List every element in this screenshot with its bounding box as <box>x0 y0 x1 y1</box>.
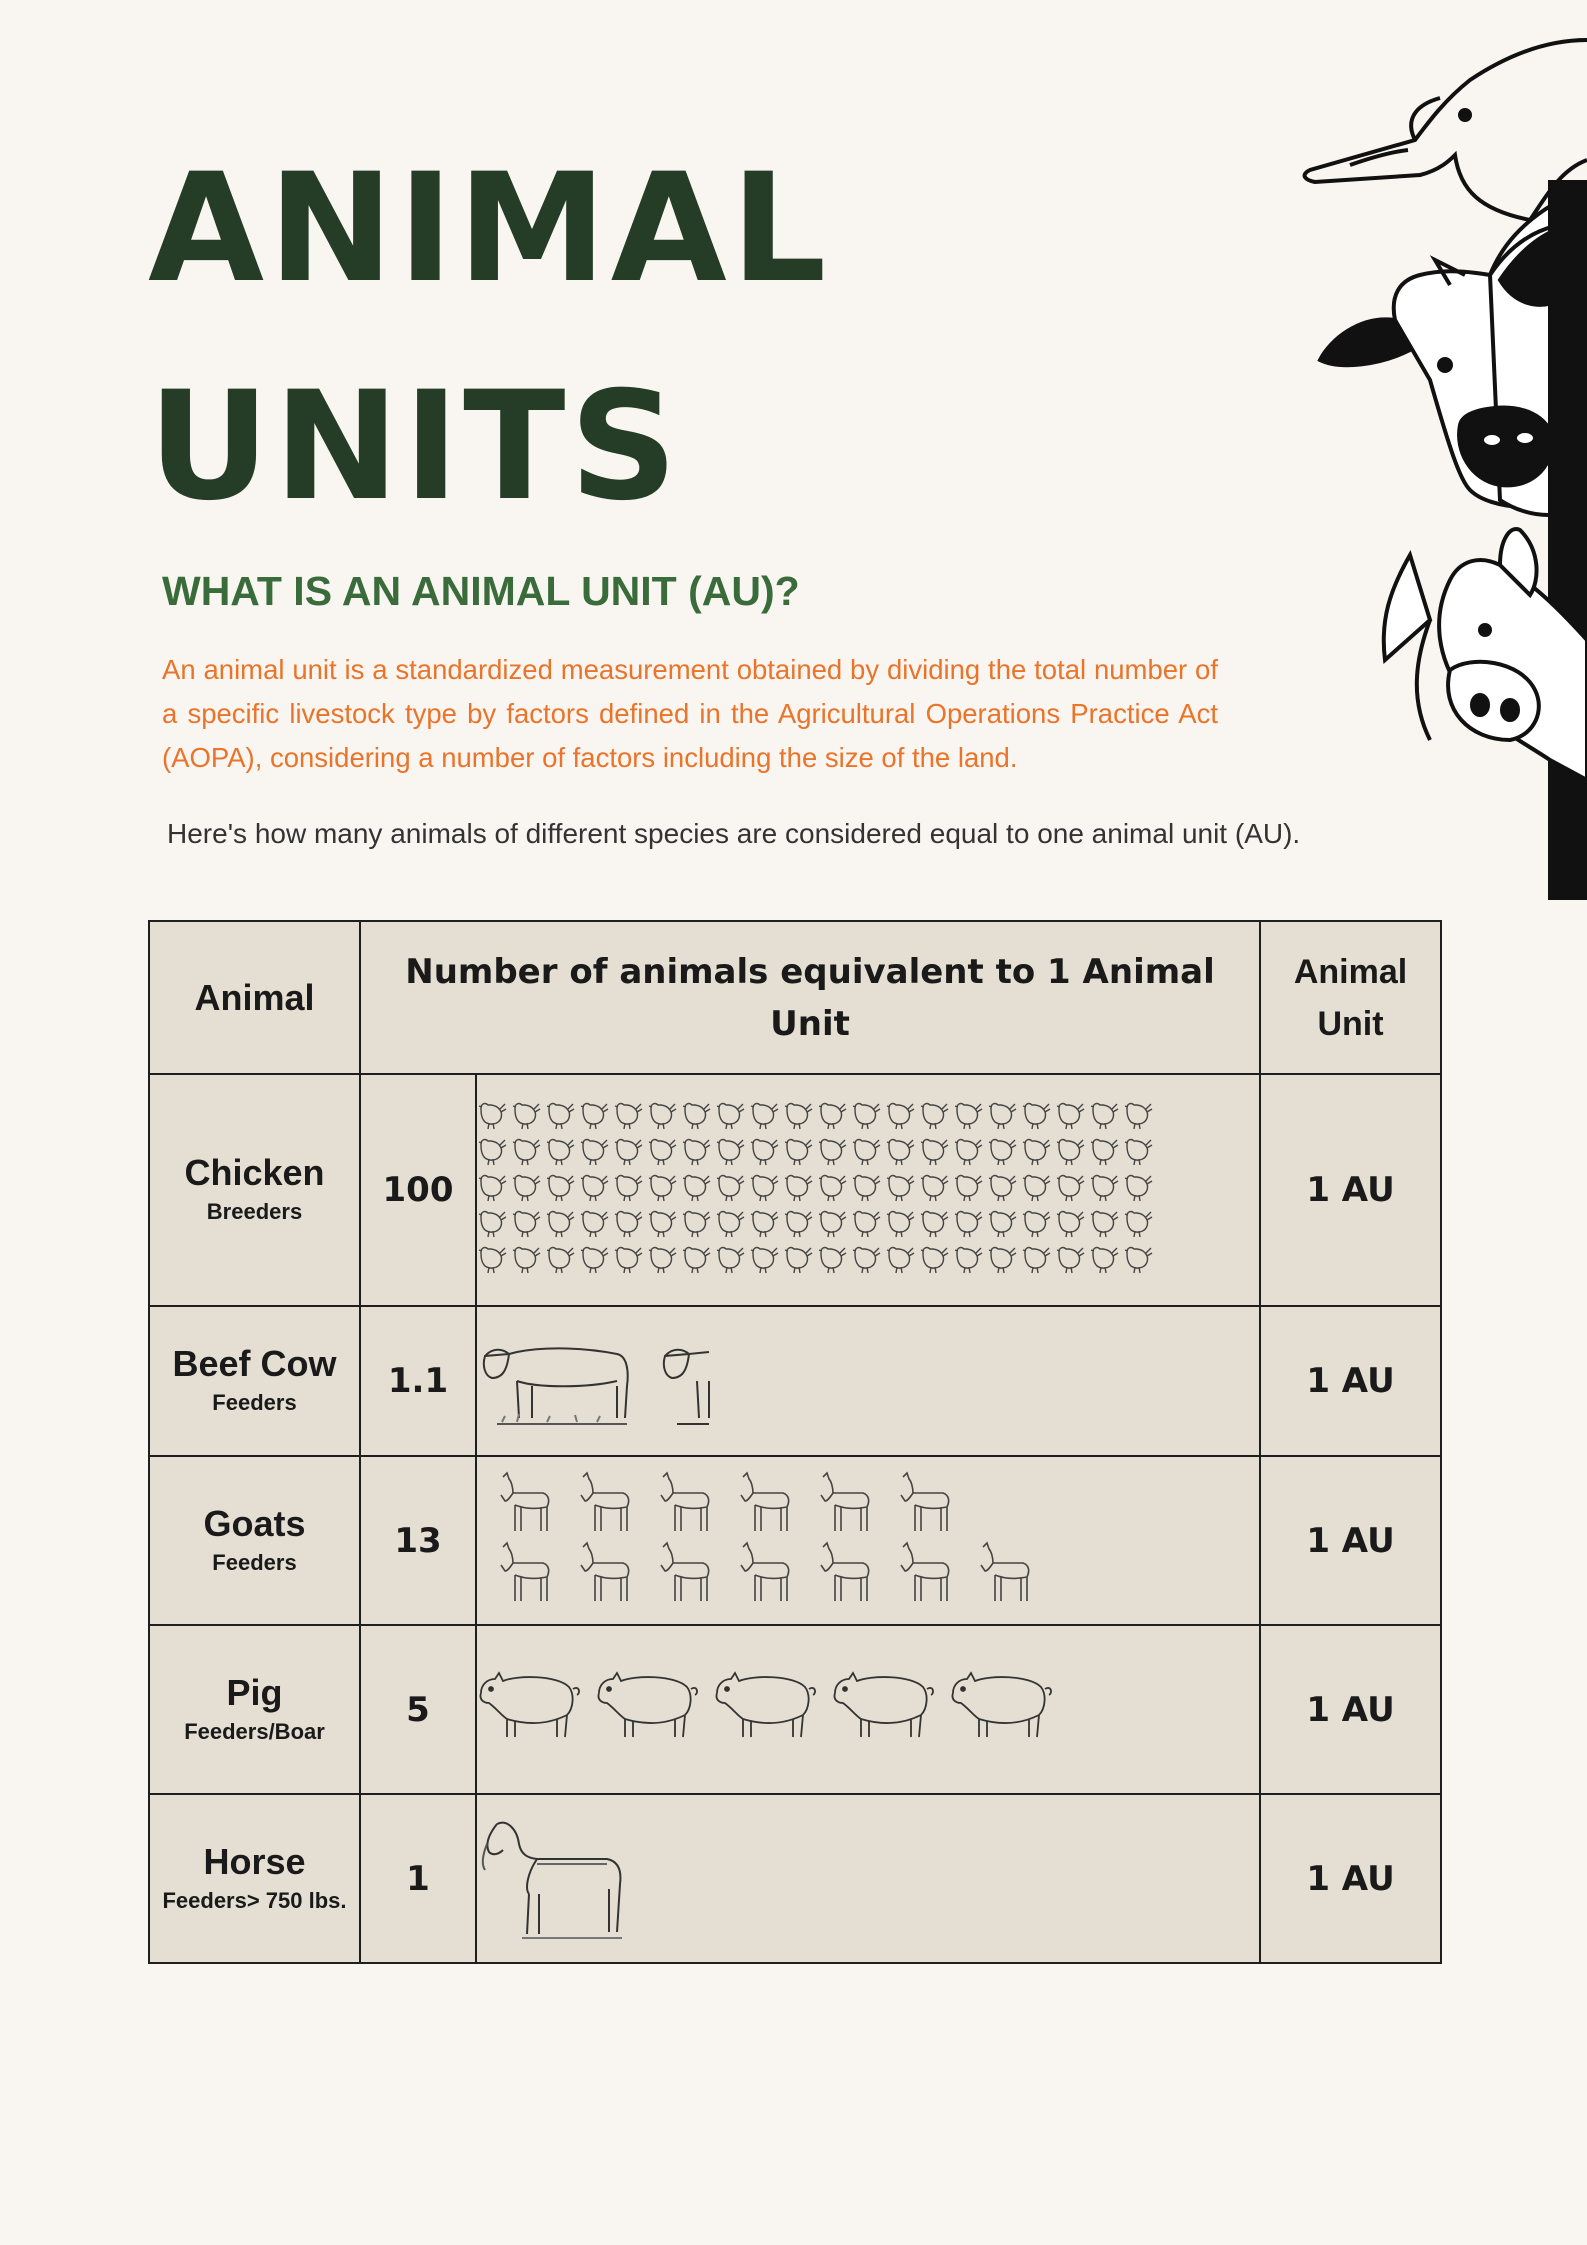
chicken-icon <box>513 1176 540 1201</box>
chicken-icon <box>955 1212 982 1237</box>
animal-cell <box>149 1306 360 1456</box>
chicken-icon <box>955 1248 982 1273</box>
duck-head-icon <box>1305 40 1587 225</box>
chicken-icon <box>1091 1248 1118 1273</box>
chicken-icon <box>513 1140 540 1165</box>
chicken-icon <box>547 1248 574 1273</box>
chicken-icon <box>887 1176 914 1201</box>
goat-icon-grid <box>495 1471 1055 1611</box>
goat-icon <box>821 1543 869 1601</box>
chicken-icon <box>1057 1104 1084 1129</box>
chicken-icon <box>1057 1176 1084 1201</box>
horse-icon <box>483 1822 622 1937</box>
icon-cell <box>476 1794 1260 1963</box>
chicken-icon <box>683 1176 710 1201</box>
chicken-icon <box>921 1212 948 1237</box>
chicken-icon <box>615 1140 642 1165</box>
chicken-icon <box>513 1212 540 1237</box>
chicken-icon <box>1125 1140 1152 1165</box>
chicken-icon <box>853 1176 880 1201</box>
chicken-icon <box>717 1104 744 1129</box>
chicken-icon <box>547 1176 574 1201</box>
goat-icon <box>661 1543 709 1601</box>
chicken-icon <box>1023 1176 1050 1201</box>
chicken-icon <box>989 1212 1016 1237</box>
chicken-icon <box>921 1176 948 1201</box>
chicken-icon <box>751 1104 778 1129</box>
chicken-icon <box>1023 1212 1050 1237</box>
chicken-icon <box>819 1140 846 1165</box>
animal-count: 100 <box>360 1074 476 1306</box>
goat-icon <box>821 1473 869 1531</box>
icon-cell <box>476 1456 1260 1625</box>
chicken-icon <box>615 1176 642 1201</box>
chicken-icon <box>819 1248 846 1273</box>
chicken-icon <box>683 1248 710 1273</box>
animal-name: Pig <box>226 1671 283 1713</box>
chicken-icon <box>615 1104 642 1129</box>
chicken-icon <box>1023 1248 1050 1273</box>
chicken-icon <box>581 1104 608 1129</box>
chicken-icon <box>751 1248 778 1273</box>
animal-name: Horse <box>203 1840 306 1882</box>
chicken-icon <box>819 1104 846 1129</box>
chicken-icon <box>853 1248 880 1273</box>
cow-icon-group <box>477 1326 737 1436</box>
intro-paragraph: An animal unit is a standardized measurement obtained by dividing the total number of a specific livestock type by factors defined in the Agricultural Operations Practice Act (AOPA), considering a number of factors including the size of the land. <box>162 654 1218 773</box>
animal-unit-value: 1 AU <box>1260 1456 1441 1625</box>
chicken-icon <box>717 1140 744 1165</box>
goat-icon <box>501 1543 549 1601</box>
table-row <box>149 1456 1441 1625</box>
chicken-icon <box>819 1212 846 1237</box>
chicken-icon <box>581 1176 608 1201</box>
animal-unit-value: 1 AU <box>1260 1625 1441 1794</box>
goat-icon <box>581 1473 629 1531</box>
chicken-icon <box>1057 1212 1084 1237</box>
animal-heads-art <box>1200 20 1587 900</box>
chicken-icon <box>1023 1140 1050 1165</box>
chicken-icon <box>751 1176 778 1201</box>
chicken-icon <box>887 1248 914 1273</box>
pig-icon <box>480 1673 579 1737</box>
chicken-icon <box>921 1104 948 1129</box>
animal-type: Feeders <box>212 1390 297 1415</box>
chicken-icon <box>513 1104 540 1129</box>
animal-type: Breeders <box>206 1199 303 1224</box>
chicken-icon <box>955 1140 982 1165</box>
header-animal-unit: Animal Unit <box>1260 921 1441 1074</box>
chicken-icon <box>989 1104 1016 1129</box>
table-row <box>149 1625 1441 1794</box>
chicken-icon <box>853 1104 880 1129</box>
chicken-icon <box>615 1248 642 1273</box>
chicken-icon <box>921 1140 948 1165</box>
chicken-icon <box>1091 1140 1118 1165</box>
goat-icon <box>581 1543 629 1601</box>
section-subtitle: WHAT IS AN ANIMAL UNIT (AU)? <box>162 568 800 614</box>
chicken-icon <box>819 1176 846 1201</box>
chicken-icon <box>615 1212 642 1237</box>
chicken-icon <box>785 1176 812 1201</box>
animal-count: 13 <box>360 1456 476 1625</box>
animal-count: 5 <box>360 1625 476 1794</box>
chicken-icon <box>887 1104 914 1129</box>
chicken-icon <box>785 1140 812 1165</box>
chicken-icon <box>887 1212 914 1237</box>
animal-unit-value: 1 AU <box>1260 1074 1441 1306</box>
horse-icon-group <box>477 1814 637 1944</box>
chicken-icon <box>887 1140 914 1165</box>
goat-icon <box>901 1473 949 1531</box>
pig-icon <box>834 1673 933 1737</box>
cow-icon <box>484 1348 628 1424</box>
pig-icon <box>598 1673 697 1737</box>
chicken-icon <box>649 1140 676 1165</box>
chicken-icon <box>581 1140 608 1165</box>
chicken-icon <box>989 1176 1016 1201</box>
chicken-icon <box>649 1212 676 1237</box>
chicken-icon <box>989 1248 1016 1273</box>
chicken-icon <box>1091 1176 1118 1201</box>
intro-note: Here's how many animals of different species are considered equal to one animal unit (AU). <box>167 818 1301 849</box>
chicken-icon <box>751 1140 778 1165</box>
chicken-icon <box>1125 1248 1152 1273</box>
chicken-icon <box>649 1176 676 1201</box>
chicken-icon <box>1125 1212 1152 1237</box>
animal-type: Feeders/Boar <box>184 1718 325 1744</box>
chicken-icon <box>717 1212 744 1237</box>
chicken-icon <box>479 1140 506 1165</box>
chicken-icon <box>1057 1248 1084 1273</box>
chicken-icon <box>1091 1212 1118 1237</box>
chicken-icon <box>1023 1104 1050 1129</box>
animal-count: 1 <box>360 1794 476 1963</box>
chicken-icon <box>921 1248 948 1273</box>
chicken-icon <box>547 1212 574 1237</box>
animal-cell <box>149 1794 360 1963</box>
animal-name: Beef Cow <box>172 1343 337 1384</box>
animal-cell <box>149 1074 360 1306</box>
animal-name: Chicken <box>184 1152 325 1193</box>
chicken-icon <box>717 1248 744 1273</box>
chicken-icon <box>479 1248 506 1273</box>
animal-name: Goats <box>203 1502 306 1544</box>
animal-type: Feeders> 750 lbs. <box>162 1887 347 1913</box>
header-animal: Animal <box>149 921 360 1074</box>
chicken-icon <box>683 1140 710 1165</box>
title-line-1: ANIMAL <box>148 142 831 316</box>
goat-icon <box>741 1543 789 1601</box>
chicken-icon <box>785 1104 812 1129</box>
chicken-icon <box>751 1212 778 1237</box>
chicken-icon <box>717 1176 744 1201</box>
icon-cell <box>476 1074 1260 1306</box>
goat-icon <box>901 1543 949 1601</box>
chicken-icon <box>683 1212 710 1237</box>
chicken-icon <box>785 1248 812 1273</box>
goat-icon <box>741 1473 789 1531</box>
cow-head-icon <box>1320 180 1587 900</box>
table-row <box>149 1074 1441 1306</box>
icon-cell <box>476 1625 1260 1794</box>
chicken-icon <box>513 1248 540 1273</box>
chicken-icon <box>581 1248 608 1273</box>
page-title <box>148 120 830 556</box>
chicken-icon <box>479 1104 506 1129</box>
chicken-icon <box>989 1140 1016 1165</box>
header-number: Number of animals equivalent to 1 Animal Unit <box>360 921 1260 1074</box>
goat-icon <box>661 1473 709 1531</box>
chicken-icon <box>1057 1140 1084 1165</box>
table-row <box>149 1794 1441 1963</box>
chicken-icon <box>1125 1104 1152 1129</box>
animal-count: 1.1 <box>360 1306 476 1456</box>
pig-icon <box>716 1673 815 1737</box>
goat-icon <box>981 1543 1029 1601</box>
chicken-icon <box>547 1104 574 1129</box>
chicken-icon <box>581 1212 608 1237</box>
animal-unit-value: 1 AU <box>1260 1306 1441 1456</box>
chicken-icon <box>785 1212 812 1237</box>
animal-cell <box>149 1456 360 1625</box>
animal-type: Feeders <box>212 1549 297 1575</box>
pig-icon-row <box>477 1665 1077 1755</box>
cow-icon-partial <box>664 1350 709 1424</box>
animal-units-table <box>148 920 1442 1964</box>
chicken-icon <box>547 1140 574 1165</box>
title-line-2: UNITS <box>148 360 682 534</box>
chicken-icon <box>853 1212 880 1237</box>
chicken-icon <box>479 1176 506 1201</box>
chicken-icon <box>955 1104 982 1129</box>
icon-cell <box>476 1306 1260 1456</box>
animal-unit-value: 1 AU <box>1260 1794 1441 1963</box>
chicken-icon <box>683 1104 710 1129</box>
chicken-icon <box>649 1248 676 1273</box>
chicken-icon-grid <box>477 1100 1177 1280</box>
table-header-row <box>149 921 1441 1074</box>
chicken-icon <box>853 1140 880 1165</box>
goat-icon <box>501 1473 549 1531</box>
chicken-icon <box>649 1104 676 1129</box>
pig-icon <box>952 1673 1051 1737</box>
chicken-icon <box>479 1212 506 1237</box>
chicken-icon <box>1125 1176 1152 1201</box>
chicken-icon <box>955 1176 982 1201</box>
table-row <box>149 1306 1441 1456</box>
chicken-icon <box>1091 1104 1118 1129</box>
animal-cell <box>149 1625 360 1794</box>
